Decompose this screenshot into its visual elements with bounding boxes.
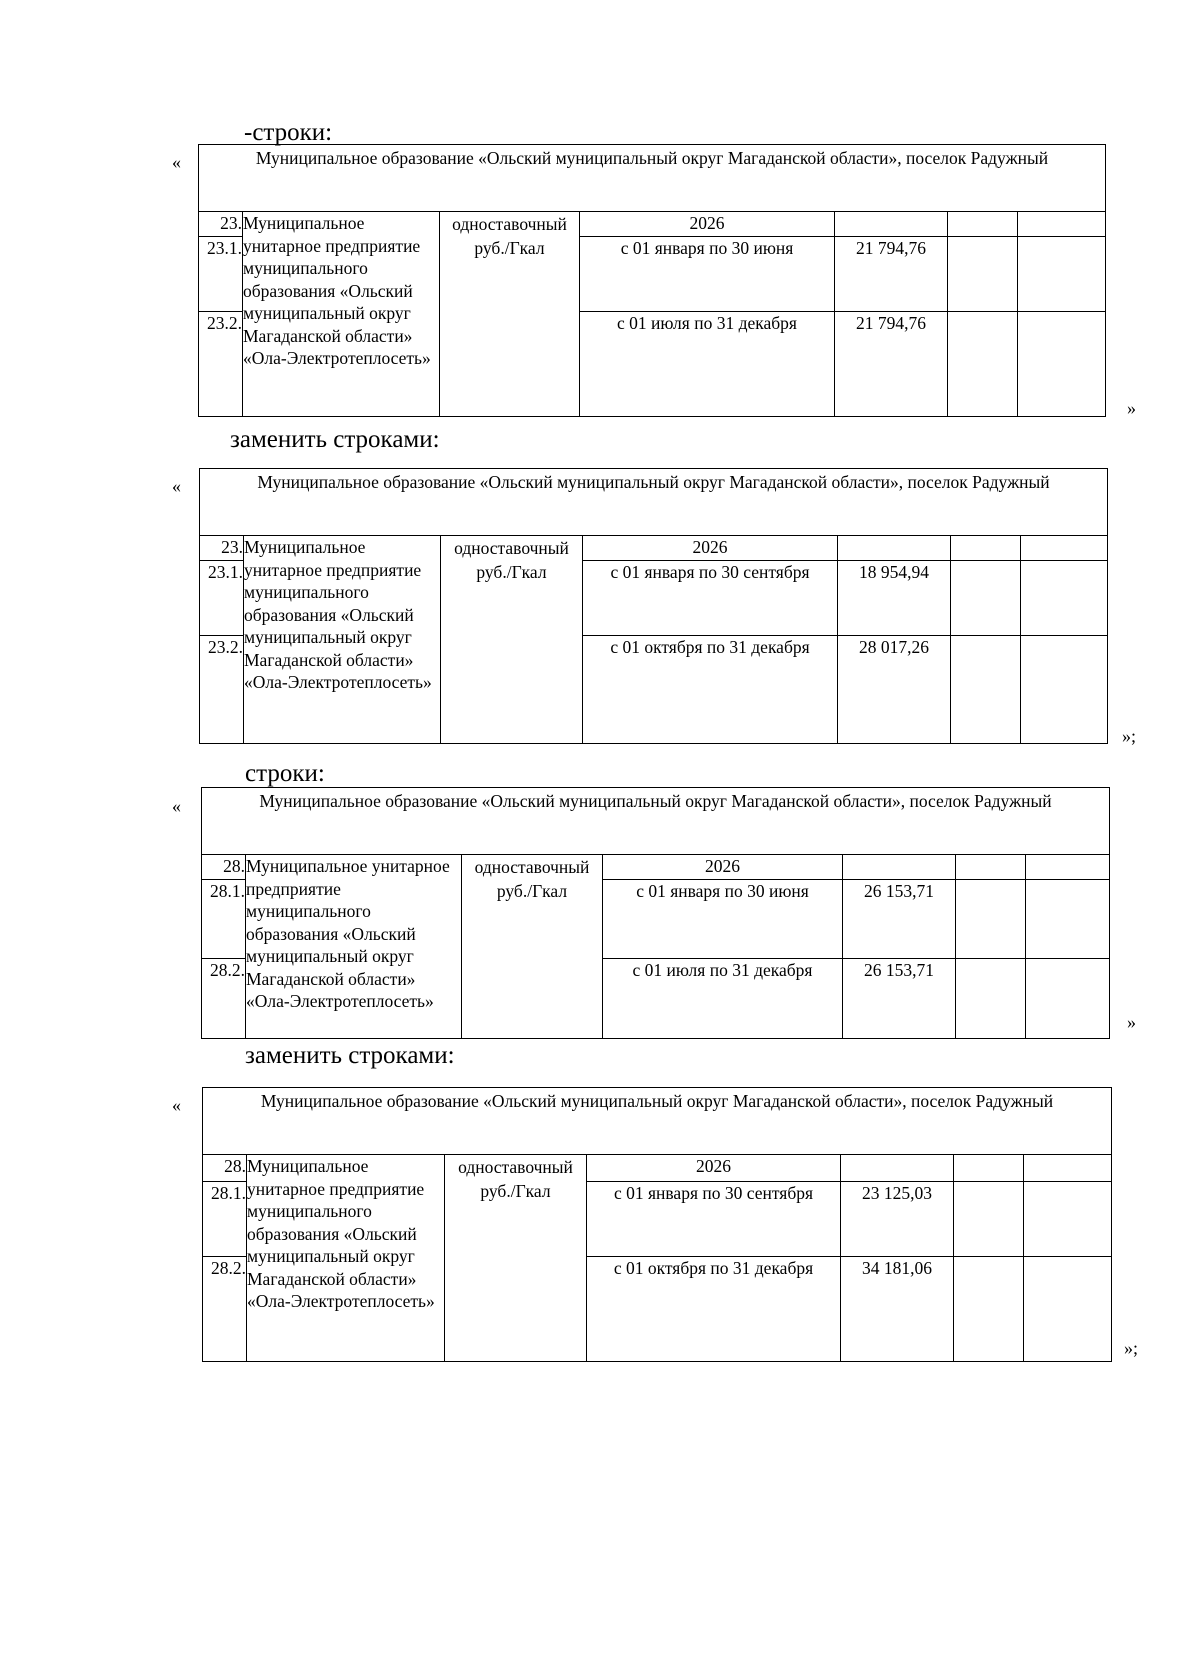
row-number: 23.1. — [200, 561, 244, 636]
empty-cell — [843, 855, 956, 880]
open-quote: « — [172, 152, 181, 172]
block-heading: строки: — [245, 760, 325, 787]
period-cell: с 01 января по 30 июня — [580, 237, 835, 312]
empty-cell — [954, 1257, 1024, 1362]
tariff-value: 21 794,76 — [835, 237, 948, 312]
close-quote: » — [1127, 1012, 1136, 1032]
tariff-value: 18 954,94 — [838, 561, 951, 636]
empty-cell — [956, 959, 1026, 1039]
tariff-value: 26 153,71 — [843, 880, 956, 959]
tariff-table — [202, 1087, 1112, 1362]
empty-cell — [948, 237, 1018, 312]
period-cell: с 01 января по 30 сентября — [583, 561, 838, 636]
row-number: 28.1. — [203, 1182, 247, 1257]
row-number: 28. — [203, 1155, 247, 1182]
close-quote: »; — [1124, 1338, 1139, 1358]
row-number: 23.2. — [200, 636, 244, 744]
empty-cell — [954, 1182, 1024, 1257]
tariff-type: одноставочный руб./Гкал — [440, 212, 580, 417]
close-quote: »; — [1122, 726, 1137, 746]
row-number: 28. — [202, 855, 246, 880]
empty-cell — [1021, 636, 1108, 744]
empty-cell — [1024, 1155, 1112, 1182]
tariff-value: 26 153,71 — [843, 959, 956, 1039]
tariff-type: одноставочный руб./Гкал — [441, 536, 583, 744]
period-cell: с 01 июля по 31 декабря — [603, 959, 843, 1039]
empty-cell — [951, 636, 1021, 744]
row-number: 28.2. — [202, 959, 246, 1039]
municipality-title: Муниципальное образование «Ольский муниципальный округ Магаданской области», поселок Радужный — [199, 145, 1106, 212]
empty-cell — [1026, 855, 1110, 880]
empty-cell — [1024, 1182, 1112, 1257]
open-quote: « — [172, 1095, 181, 1115]
row-number: 23.1. — [199, 237, 243, 312]
empty-cell — [1024, 1257, 1112, 1362]
empty-cell — [951, 536, 1021, 561]
empty-cell — [1018, 312, 1106, 417]
empty-cell — [841, 1155, 954, 1182]
row-number: 23. — [199, 212, 243, 237]
row-number: 28.2. — [203, 1257, 247, 1362]
open-quote: « — [172, 796, 181, 816]
period-cell: с 01 января по 30 сентября — [587, 1182, 841, 1257]
year-header: 2026 — [580, 212, 835, 237]
organization-name: Муниципальное унитарное предприятие муниципального образования «Ольский муниципальный округ Магаданской области» «Ола-Электротеплосеть» — [243, 212, 440, 417]
empty-cell — [951, 561, 1021, 636]
organization-name: Муниципальное унитарное предприятие муниципального образования «Ольский муниципальный округ Магаданской области» «Ола-Электротеплосеть» — [244, 536, 441, 744]
tariff-type: одноставочный руб./Гкал — [445, 1155, 587, 1362]
empty-cell — [835, 212, 948, 237]
tariff-type: одноставочный руб./Гкал — [462, 855, 603, 1039]
empty-cell — [838, 536, 951, 561]
tariff-value: 23 125,03 — [841, 1182, 954, 1257]
tariff-value: 21 794,76 — [835, 312, 948, 417]
empty-cell — [1026, 880, 1110, 959]
municipality-title: Муниципальное образование «Ольский муниципальный округ Магаданской области», поселок Радужный — [202, 788, 1110, 855]
empty-cell — [1018, 212, 1106, 237]
empty-cell — [956, 880, 1026, 959]
empty-cell — [1021, 561, 1108, 636]
tariff-value: 34 181,06 — [841, 1257, 954, 1362]
tariff-value: 28 017,26 — [838, 636, 951, 744]
tariff-table — [199, 468, 1108, 744]
row-number: 28.1. — [202, 880, 246, 959]
year-header: 2026 — [587, 1155, 841, 1182]
period-cell: с 01 июля по 31 декабря — [580, 312, 835, 417]
tariff-table — [201, 787, 1110, 1039]
block-heading: -строки: — [244, 119, 333, 146]
empty-cell — [1021, 536, 1108, 561]
period-cell: с 01 октября по 31 декабря — [587, 1257, 841, 1362]
empty-cell — [1026, 959, 1110, 1039]
row-number: 23.2. — [199, 312, 243, 417]
year-header: 2026 — [603, 855, 843, 880]
empty-cell — [948, 212, 1018, 237]
open-quote: « — [172, 476, 181, 496]
empty-cell — [1018, 237, 1106, 312]
organization-name: Муниципальное унитарное предприятие муниципального образования «Ольский муниципальный округ Магаданской области» «Ола-Электротеплосеть» — [247, 1155, 445, 1362]
tariff-table — [198, 144, 1106, 417]
municipality-title: Муниципальное образование «Ольский муниципальный округ Магаданской области», поселок Радужный — [200, 469, 1108, 536]
period-cell: с 01 октября по 31 декабря — [583, 636, 838, 744]
period-cell: с 01 января по 30 июня — [603, 880, 843, 959]
year-header: 2026 — [583, 536, 838, 561]
organization-name: Муниципальное унитарное предприятие муниципального образования «Ольский муниципальный округ Магаданской области» «Ола-Электротеплосеть» — [246, 855, 462, 1039]
block-heading: заменить строками: — [230, 426, 440, 453]
block-heading: заменить строками: — [245, 1042, 455, 1069]
empty-cell — [956, 855, 1026, 880]
municipality-title: Муниципальное образование «Ольский муниципальный округ Магаданской области», поселок Радужный — [203, 1088, 1112, 1155]
close-quote: » — [1127, 398, 1136, 418]
row-number: 23. — [200, 536, 244, 561]
empty-cell — [948, 312, 1018, 417]
empty-cell — [954, 1155, 1024, 1182]
